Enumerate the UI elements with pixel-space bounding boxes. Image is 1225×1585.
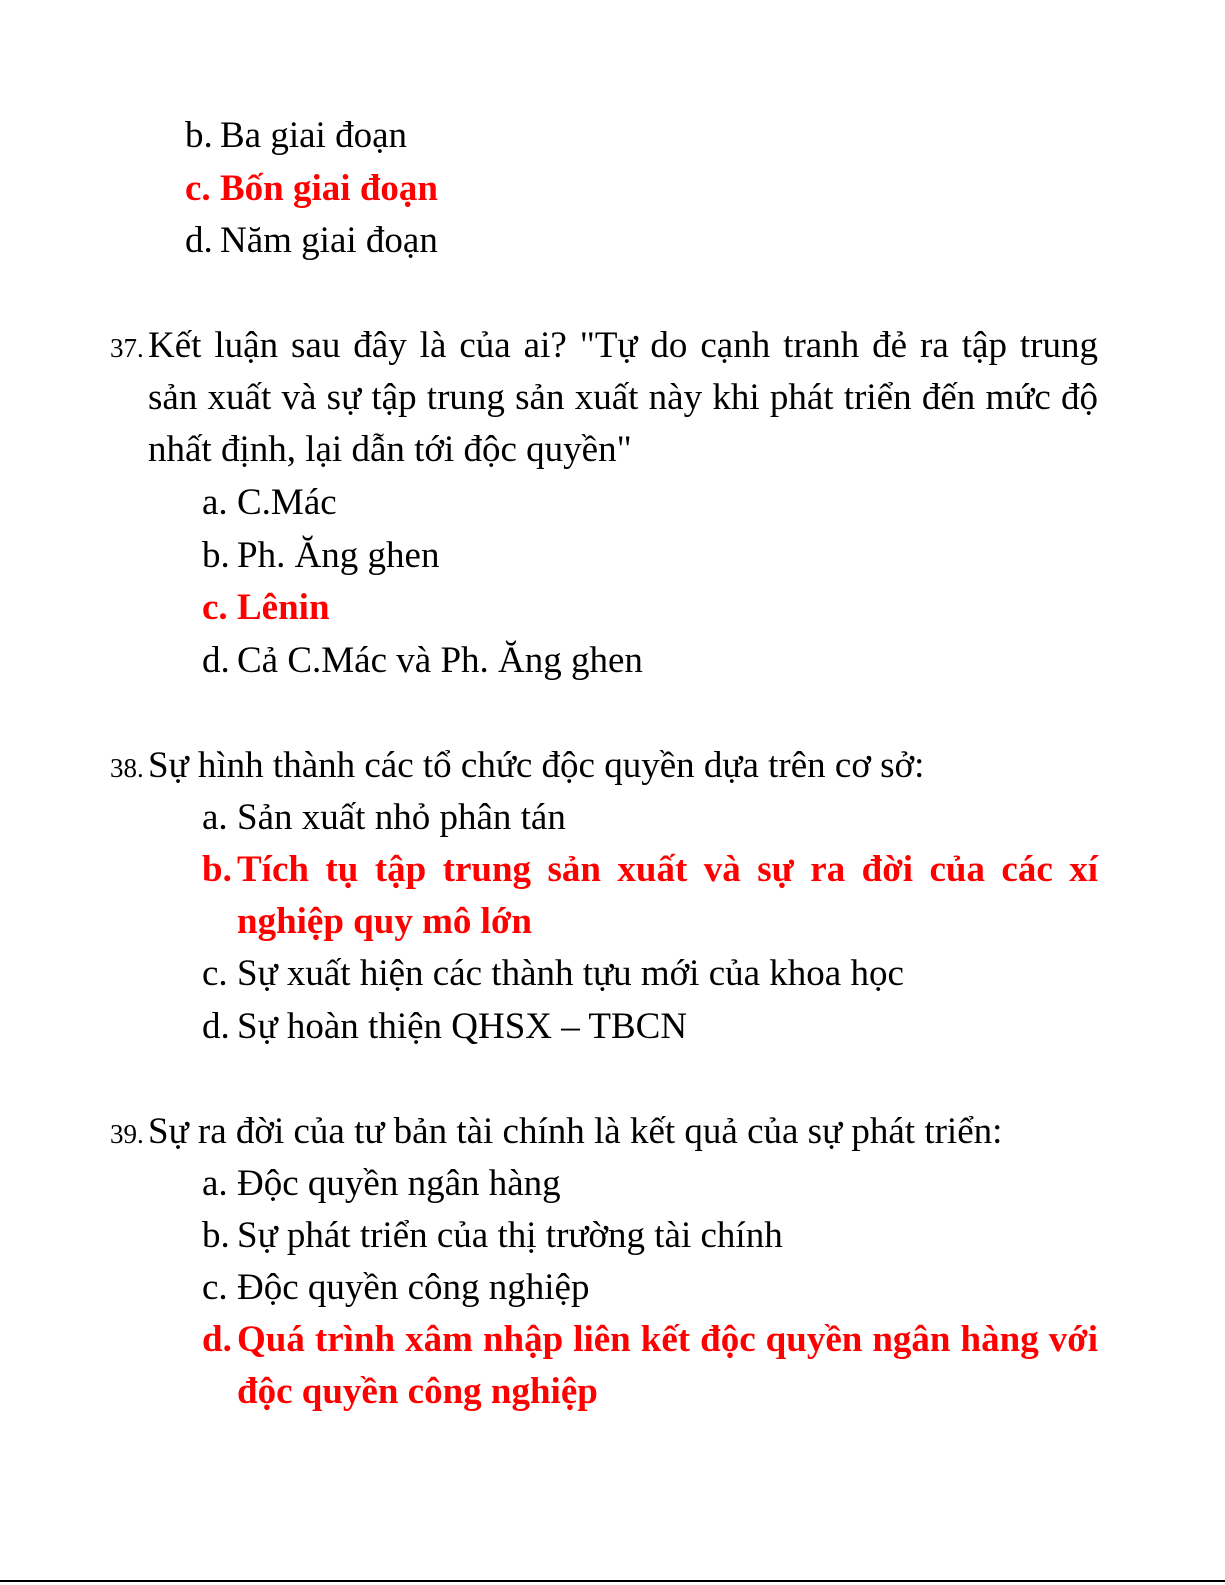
option-a: a. Sản xuất nhỏ phân tán bbox=[202, 797, 566, 838]
question-37: 37. Kết luận sau đây là của ai? "Tự do cạnh tranh đẻ ra tập trung sản xuất và sự tập trung sản xuất này khi phát triển đến mức độ nhất định, lại dẫn tới độc quyền" bbox=[110, 325, 1098, 470]
option-a: a. C.Mác bbox=[202, 482, 337, 523]
option-d: d. Năm giai đoạn bbox=[185, 220, 438, 261]
option-d: d. Cả C.Mác và Ph. Ăng ghen bbox=[202, 640, 643, 681]
question-39: 39. Sự ra đời của tư bản tài chính là kết quả của sự phát triển: bbox=[110, 1111, 1003, 1152]
option-c: c. Sự xuất hiện các thành tựu mới của khoa học bbox=[202, 953, 904, 994]
option-b: b. Sự phát triển của thị trường tài chính bbox=[202, 1215, 783, 1256]
option-b-correct: b. Tích tụ tập trung sản xuất và sự ra đời của các xí nghiệp quy mô lớn bbox=[202, 849, 1098, 942]
question-text: Sự ra đời của tư bản tài chính là kết quả của sự phát triển: bbox=[148, 1111, 1003, 1152]
page-bottom-divider bbox=[0, 1580, 1225, 1582]
option-b: b. Ba giai đoạn bbox=[185, 115, 408, 156]
question-text: Kết luận sau đây là của ai? "Tự do cạnh tranh đẻ ra tập trung sản xuất và sự tập trung sản xuất này khi phát triển đến mức độ nhất định, lại dẫn tới độc quyền" bbox=[148, 325, 1098, 470]
option-c-correct: c. Lênin bbox=[202, 587, 330, 628]
option-c-correct: c. Bốn giai đoạn bbox=[185, 168, 438, 209]
question-text: Sự hình thành các tổ chức độc quyền dựa trên cơ sở: bbox=[148, 745, 925, 786]
option-d-correct: d. Quá trình xâm nhập liên kết độc quyền ngân hàng với độc quyền công nghiệp bbox=[202, 1319, 1098, 1412]
option-a: a. Độc quyền ngân hàng bbox=[202, 1163, 561, 1204]
question-38: 38. Sự hình thành các tổ chức độc quyền dựa trên cơ sở: bbox=[110, 745, 925, 786]
option-d: d. Sự hoàn thiện QHSX – TBCN bbox=[202, 1006, 688, 1047]
option-c: c. Độc quyền công nghiệp bbox=[202, 1267, 590, 1308]
option-b: b. Ph. Ăng ghen bbox=[202, 535, 440, 576]
